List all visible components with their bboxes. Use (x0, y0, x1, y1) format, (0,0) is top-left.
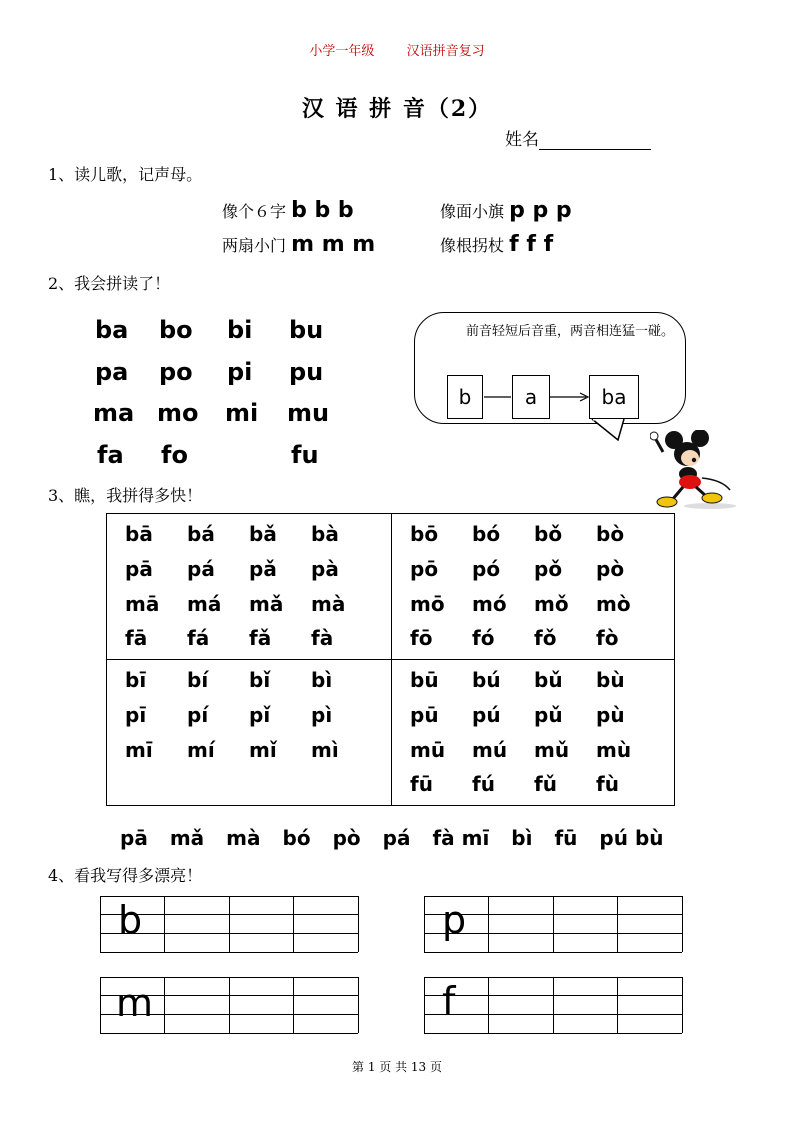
tone-syllable: bù (596, 668, 625, 692)
tone-syllable: mú (472, 738, 508, 762)
name-field[interactable] (505, 125, 651, 150)
writing-grid-b[interactable] (100, 896, 358, 952)
writing-grid-m[interactable] (100, 977, 358, 1033)
tone-syllable: fá (187, 626, 210, 650)
tone-syllable: pì (311, 703, 333, 727)
tone-syllable: fǒ (534, 626, 557, 650)
tone-syllable: mǒ (534, 592, 569, 616)
result-box: ba (589, 375, 639, 419)
syllable: pu (289, 358, 324, 386)
mixed-syllable: pò (332, 826, 361, 850)
syllable: pa (95, 358, 129, 386)
tone-cell-u (392, 660, 675, 806)
syllable: bo (159, 316, 193, 344)
rhyme-pinyin: p p p (509, 198, 572, 223)
q4-heading: 4、看我写得多漂亮！ (48, 866, 203, 885)
writing-grid-f[interactable] (424, 977, 682, 1033)
header-grade: 小学一年级 (309, 44, 375, 59)
rhyme-pinyin: b b b (291, 198, 354, 223)
mixed-syllable: bó (282, 826, 311, 850)
tone-syllable: bā (125, 522, 153, 546)
syllable: po (159, 358, 193, 386)
mixed-syllable: fà mī (432, 826, 490, 850)
tone-syllable: fó (472, 626, 495, 650)
tone-syllable: mō (410, 592, 445, 616)
tone-syllable: mì (311, 738, 339, 762)
rhyme-text: 两扇小门 (222, 236, 287, 255)
tone-syllable: fā (125, 626, 148, 650)
rhyme-2 (440, 198, 572, 223)
page-footer: 第 1 页 共 13 页 (352, 1060, 442, 1074)
syllable: bi (227, 316, 253, 344)
tone-syllable: fò (596, 626, 619, 650)
tone-syllable: pū (410, 703, 439, 727)
tone-syllable: pā (125, 557, 153, 581)
tone-syllable: bò (596, 522, 625, 546)
tone-syllable: pǐ (249, 703, 271, 727)
tone-syllable: bó (472, 522, 501, 546)
rhyme-text: 像个６字 (222, 202, 287, 221)
tone-syllable: bǔ (534, 668, 563, 692)
model-letter: b (118, 898, 143, 942)
syllable: bu (289, 316, 324, 344)
q3-heading: 3、瞧，我拼得多快！ (48, 486, 203, 505)
tone-cell-a (107, 514, 392, 660)
tone-syllable: bū (410, 668, 439, 692)
tone-syllable: pō (410, 557, 439, 581)
rhyme-pinyin: m m m (291, 232, 376, 257)
tone-syllable: mó (472, 592, 507, 616)
tone-syllable: pà (311, 557, 339, 581)
tone-syllable: pá (187, 557, 215, 581)
rhyme-text: 像根拐杖 (440, 236, 505, 255)
tone-syllable: mò (596, 592, 631, 616)
tone-syllable: bì (311, 668, 333, 692)
tone-syllable: bǎ (249, 522, 277, 546)
syllable: ba (95, 316, 129, 344)
tone-cell-i (107, 660, 392, 806)
mixed-syllables (120, 826, 664, 850)
tone-syllable: mǎ (249, 592, 284, 616)
mixed-syllable: pā (120, 826, 148, 850)
bubble-tail (590, 418, 630, 442)
rhyme-3 (222, 232, 375, 257)
cartoon-mouse-icon (650, 430, 740, 510)
tone-syllable: fū (410, 772, 433, 796)
tone-cell-o (392, 514, 675, 660)
tone-syllable: bà (311, 522, 339, 546)
tone-syllable: fǎ (249, 626, 272, 650)
tone-syllable: pò (596, 557, 625, 581)
tone-syllable: pǎ (249, 557, 277, 581)
tone-syllable: fǔ (534, 772, 557, 796)
model-letter: p (442, 898, 467, 942)
rhyme-1 (222, 198, 354, 223)
tone-syllable: bǐ (249, 668, 271, 692)
tone-table (106, 513, 675, 806)
tone-syllable: fù (596, 772, 619, 796)
connector-arrows (482, 390, 592, 404)
mixed-syllable: pú bù (599, 826, 664, 850)
tone-syllable: bí (187, 668, 209, 692)
mixed-syllable: fū (554, 826, 578, 850)
tone-syllable: mǔ (534, 738, 570, 762)
name-label: 姓名 (505, 130, 539, 150)
syllable: mu (287, 399, 330, 427)
page-header (0, 40, 794, 59)
mixed-syllable: pá (382, 826, 411, 850)
tone-syllable: mǐ (249, 738, 277, 762)
tone-syllable: mū (410, 738, 446, 762)
mixed-syllable: mǎ (169, 826, 205, 850)
tone-syllable: pù (596, 703, 625, 727)
tone-syllable: bī (125, 668, 147, 692)
tone-syllable: bō (410, 522, 439, 546)
q1-heading: 1、读儿歌，记声母。 (48, 165, 203, 184)
tone-syllable: bú (472, 668, 501, 692)
model-letter: m (116, 981, 154, 1025)
rhyme-4 (440, 232, 553, 257)
tone-syllable: mà (311, 592, 346, 616)
tone-syllable: fō (410, 626, 433, 650)
tone-syllable: pǔ (534, 703, 563, 727)
syllable: ma (93, 399, 135, 427)
tone-syllable: fà (311, 626, 334, 650)
tone-syllable: pī (125, 703, 147, 727)
name-blank[interactable] (539, 131, 651, 150)
tone-syllable: pí (187, 703, 209, 727)
writing-grid-p[interactable] (424, 896, 682, 952)
header-subject: 汉语拼音复习 (406, 44, 485, 59)
syllable: fo (161, 441, 188, 469)
tone-syllable: fú (472, 772, 495, 796)
page-title: 汉 语 拼 音（2） (301, 96, 493, 122)
initial-box: b (447, 375, 483, 419)
model-letter: f (442, 979, 456, 1023)
tone-syllable: pú (472, 703, 501, 727)
tone-syllable: bǒ (534, 522, 563, 546)
tip-text: 前音轻短后音重，两音相连猛一碰。 (466, 324, 675, 339)
syllable: pi (227, 358, 253, 386)
tone-syllable: mí (187, 738, 215, 762)
mixed-syllable: bì (511, 826, 533, 850)
tone-syllable: bá (187, 522, 215, 546)
syllable: mo (157, 399, 199, 427)
tone-syllable: mī (125, 738, 153, 762)
syllable: fa (97, 441, 124, 469)
tone-syllable: pǒ (534, 557, 563, 581)
tone-syllable: mù (596, 738, 632, 762)
rhyme-pinyin: f f f (509, 232, 554, 257)
q2-heading: 2、我会拼读了！ (48, 274, 171, 293)
tone-syllable: pó (472, 557, 501, 581)
final-box: a (512, 375, 550, 419)
tone-syllable: mā (125, 592, 160, 616)
mixed-syllable: mà (226, 826, 261, 850)
syllable: mi (225, 399, 259, 427)
rhyme-text: 像面小旗 (440, 202, 505, 221)
syllable: fu (291, 441, 319, 469)
tone-syllable: má (187, 592, 222, 616)
